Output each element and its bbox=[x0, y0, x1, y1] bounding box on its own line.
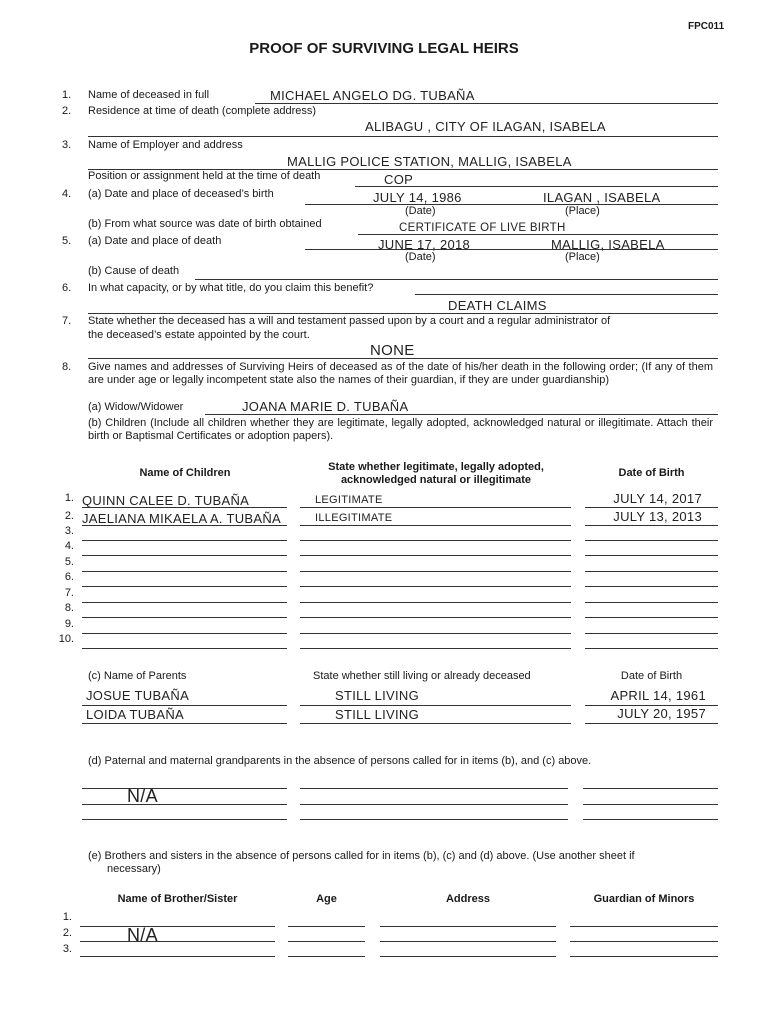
will-value[interactable]: NONE bbox=[370, 342, 415, 359]
cause-of-death-label: (b) Cause of death bbox=[88, 265, 180, 277]
sibling-row-number: 1. bbox=[62, 911, 72, 923]
child-row-number: 4. bbox=[64, 540, 74, 552]
siblings-name-header: Name of Brother/Sister bbox=[117, 893, 238, 905]
birth-source-value[interactable]: CERTIFICATE OF LIVE BIRTH bbox=[399, 222, 566, 234]
deceased-name-line bbox=[255, 103, 718, 104]
will-label-1: State whether the deceased has a will and testament passed upon by a court and a regular administrator of bbox=[88, 315, 611, 327]
child-row-number: 10. bbox=[58, 633, 74, 645]
employer-label: Name of Employer and address bbox=[88, 139, 243, 151]
widow-label: (a) Widow/Widower bbox=[88, 401, 184, 413]
parent-status[interactable]: STILL LIVING bbox=[335, 707, 420, 722]
grandparents-line bbox=[82, 788, 287, 789]
child-dob-line bbox=[585, 648, 718, 649]
birth-source-line bbox=[358, 234, 718, 235]
residence-label: Residence at time of death (complete address) bbox=[88, 105, 317, 117]
widow-value[interactable]: JOANA MARIE D. TUBAÑA bbox=[242, 399, 409, 414]
parents-name-header: (c) Name of Parents bbox=[88, 670, 187, 682]
grandparents-line bbox=[583, 819, 718, 820]
child-name[interactable]: JAELIANA MIKAELA A. TUBAÑA bbox=[82, 511, 282, 526]
death-date-place-label: (a) Date and place of death bbox=[88, 235, 222, 247]
child-dob-line bbox=[585, 586, 718, 587]
siblings-value[interactable]: N/A bbox=[127, 925, 158, 945]
parent-status-line bbox=[300, 723, 571, 724]
parent-dob[interactable]: JULY 20, 1957 bbox=[617, 706, 706, 721]
grandparents-line bbox=[82, 819, 287, 820]
child-status-line bbox=[300, 571, 571, 572]
employer-value[interactable]: MALLIG POLICE STATION, MALLIG, ISABELA bbox=[287, 154, 572, 169]
parent-name[interactable]: LOIDA TUBAÑA bbox=[86, 707, 185, 722]
siblings-age-header: Age bbox=[316, 893, 337, 905]
grandparents-line bbox=[300, 788, 568, 789]
children-status-header: State whether legitimate, legally adopted, acknowledged natural or illegitimate bbox=[328, 461, 544, 486]
grandparents-label: (d) Paternal and maternal grandparents in the absence of persons called for in items (b), and (c) above. bbox=[88, 755, 592, 767]
child-row-number: 1. bbox=[64, 492, 74, 504]
child-row-number: 2. bbox=[64, 510, 74, 522]
child-name-line bbox=[82, 525, 287, 526]
death-date-caption: (Date) bbox=[405, 251, 436, 263]
parent-dob-line bbox=[585, 723, 718, 724]
item-number-8: 8. bbox=[62, 361, 72, 373]
page-title: PROOF OF SURVIVING LEGAL HEIRS bbox=[249, 40, 519, 57]
child-status-line bbox=[300, 602, 571, 603]
birth-source-label: (b) From what source was date of birth obtained bbox=[88, 218, 322, 230]
birth-place-value[interactable]: ILAGAN , ISABELA bbox=[543, 190, 661, 205]
parents-status-header: State whether still living or already deceased bbox=[313, 670, 531, 682]
deceased-name-label: Name of deceased in full bbox=[88, 89, 210, 101]
child-status[interactable]: ILLEGITIMATE bbox=[315, 512, 393, 524]
children-name-header: Name of Children bbox=[139, 467, 231, 479]
parent-status[interactable]: STILL LIVING bbox=[335, 688, 420, 703]
heirs-instructions: Give names and addresses of Surviving Heirs of deceased as of the date of his/her death in the following order; (If any of them are under age or legally incompetent state also the names of their guardian, if they are under guardianship) bbox=[88, 361, 713, 386]
child-row-number: 6. bbox=[64, 571, 74, 583]
child-status-line bbox=[300, 555, 571, 556]
sibling-line bbox=[80, 956, 275, 957]
death-place-value[interactable]: MALLIG, ISABELA bbox=[551, 237, 665, 252]
child-dob-line bbox=[585, 555, 718, 556]
birth-place-caption: (Place) bbox=[565, 205, 600, 217]
cause-of-death-line bbox=[195, 279, 718, 280]
deceased-name-value[interactable]: MICHAEL ANGELO DG. TUBAÑA bbox=[270, 88, 475, 103]
parent-name-line bbox=[82, 705, 287, 706]
child-dob-line bbox=[585, 525, 718, 526]
capacity-value[interactable]: DEATH CLAIMS bbox=[448, 298, 547, 313]
children-instructions: (b) Children (Include all children whether they are legitimate, legally adopted, acknowledged natural or illegitimate. Attach their birth or Baptismal Certificates or adoption papers). bbox=[88, 417, 713, 442]
parent-status-line bbox=[300, 705, 571, 706]
position-value[interactable]: COP bbox=[384, 172, 414, 187]
parent-name[interactable]: JOSUE TUBAÑA bbox=[86, 688, 190, 703]
item-number-3: 3. bbox=[62, 139, 72, 151]
birth-line bbox=[305, 204, 718, 205]
sibling-line bbox=[288, 956, 365, 957]
parent-name-line bbox=[82, 723, 287, 724]
child-name-line bbox=[82, 571, 287, 572]
child-name-line bbox=[82, 602, 287, 603]
child-name-line bbox=[82, 586, 287, 587]
siblings-address-header: Address bbox=[445, 893, 491, 905]
birth-date-caption: (Date) bbox=[405, 205, 436, 217]
child-status[interactable]: LEGITIMATE bbox=[315, 494, 383, 506]
child-dob-line bbox=[585, 633, 718, 634]
parents-dob-header: Date of Birth bbox=[620, 670, 683, 682]
child-dob-line bbox=[585, 602, 718, 603]
child-dob-line bbox=[585, 540, 718, 541]
child-status-line bbox=[300, 633, 571, 634]
death-date-value[interactable]: JUNE 17, 2018 bbox=[378, 237, 471, 252]
sibling-line bbox=[380, 941, 556, 942]
child-status-line bbox=[300, 525, 571, 526]
siblings-label-cont: necessary) bbox=[107, 863, 161, 875]
item-number-5: 5. bbox=[62, 235, 72, 247]
item-number-6: 6. bbox=[62, 282, 72, 294]
grandparents-line bbox=[583, 788, 718, 789]
child-status-line bbox=[300, 617, 571, 618]
siblings-label: (e) Brothers and sisters in the absence of persons called for in items (b), (c) and (d) above. (Use another sheet if bbox=[88, 850, 635, 862]
birth-date-place-label: (a) Date and place of deceased’s birth bbox=[88, 188, 274, 200]
item-number-2: 2. bbox=[62, 105, 72, 117]
sibling-line bbox=[80, 941, 275, 942]
sibling-line bbox=[570, 926, 718, 927]
residence-value[interactable]: ALIBAGU , CITY OF ILAGAN, ISABELA bbox=[365, 119, 606, 134]
grandparents-value[interactable]: N/A bbox=[127, 786, 158, 806]
will-label-2: the deceased’s estate appointed by the court. bbox=[88, 329, 310, 341]
sibling-line bbox=[288, 941, 365, 942]
will-line bbox=[88, 358, 718, 359]
child-dob[interactable]: JULY 14, 2017 bbox=[613, 491, 702, 506]
form-code: FPC011 bbox=[688, 21, 725, 32]
sibling-row-number: 3. bbox=[62, 943, 72, 955]
sibling-line bbox=[80, 926, 275, 927]
sibling-line bbox=[570, 956, 718, 957]
capacity-line-1 bbox=[415, 294, 718, 295]
child-dob-line bbox=[585, 507, 718, 508]
child-status-line bbox=[300, 648, 571, 649]
child-row-number: 7. bbox=[64, 587, 74, 599]
child-name[interactable]: QUINN CALEE D. TUBAÑA bbox=[82, 493, 250, 508]
death-place-caption: (Place) bbox=[565, 251, 600, 263]
sibling-line bbox=[288, 926, 365, 927]
child-name-line bbox=[82, 540, 287, 541]
death-line bbox=[305, 249, 718, 250]
grandparents-line bbox=[583, 804, 718, 805]
child-name-line bbox=[82, 617, 287, 618]
item-number-4: 4. bbox=[62, 188, 72, 200]
sibling-line bbox=[380, 956, 556, 957]
child-dob[interactable]: JULY 13, 2013 bbox=[613, 509, 702, 524]
child-dob-line bbox=[585, 617, 718, 618]
child-dob-line bbox=[585, 571, 718, 572]
birth-date-value[interactable]: JULY 14, 1986 bbox=[373, 190, 462, 205]
child-row-number: 8. bbox=[64, 602, 74, 614]
child-status-line bbox=[300, 540, 571, 541]
residence-line bbox=[88, 136, 718, 137]
child-row-number: 5. bbox=[64, 556, 74, 568]
sibling-line bbox=[570, 941, 718, 942]
sibling-row-number: 2. bbox=[62, 927, 72, 939]
grandparents-line bbox=[300, 804, 568, 805]
children-dob-header: Date of Birth bbox=[618, 467, 685, 479]
child-status-line bbox=[300, 507, 571, 508]
child-status-line bbox=[300, 586, 571, 587]
sibling-line bbox=[380, 926, 556, 927]
capacity-label: In what capacity, or by what title, do you claim this benefit? bbox=[88, 282, 374, 294]
child-row-number: 9. bbox=[64, 618, 74, 630]
siblings-guardian-header: Guardian of Minors bbox=[593, 893, 695, 905]
item-number-1: 1. bbox=[62, 89, 72, 101]
item-number-7: 7. bbox=[62, 315, 72, 327]
widow-line bbox=[205, 414, 718, 415]
position-label: Position or assignment held at the time of death bbox=[88, 170, 321, 182]
child-name-line bbox=[82, 648, 287, 649]
grandparents-line bbox=[82, 804, 287, 805]
position-line bbox=[355, 186, 718, 187]
child-name-line bbox=[82, 633, 287, 634]
child-name-line bbox=[82, 555, 287, 556]
child-row-number: 3. bbox=[64, 525, 74, 537]
child-name-line bbox=[82, 507, 287, 508]
parent-dob[interactable]: APRIL 14, 1961 bbox=[610, 688, 706, 703]
grandparents-line bbox=[300, 819, 568, 820]
capacity-line-2 bbox=[88, 313, 718, 314]
